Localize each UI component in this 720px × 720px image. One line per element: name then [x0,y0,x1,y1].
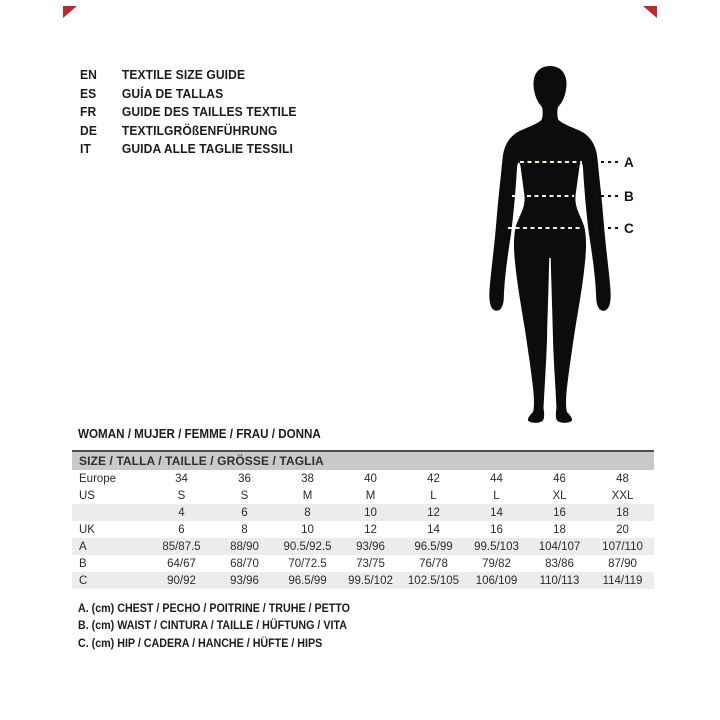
row-label: UK [79,523,95,536]
language-code: IT [80,141,91,156]
language-guide-list [80,66,297,159]
size-value-cell: 36 [238,472,251,485]
size-value-cell: L [493,489,500,502]
category-title: WOMAN / MUJER / FEMME / FRAU / DONNA [78,427,321,441]
size-value-cell: 42 [427,472,440,485]
measurement-legend [78,601,350,653]
language-code: ES [80,85,97,101]
size-value-cell: XXL [611,489,634,502]
row-label: B [79,557,87,570]
size-value-cell: 6 [178,523,185,536]
size-value-cell: 93/96 [213,572,276,589]
size-value-cell: S [240,489,249,502]
language-code: EN [80,67,97,82]
size-value-cell: 102.5/105 [402,572,465,589]
size-value-cell: 106/109 [465,572,528,589]
size-table-row [72,487,654,504]
size-table [72,450,654,589]
language-label: TEXTILGRÖßENFÜHRUNG [121,122,278,138]
size-value-cell: 70/72.5 [288,557,327,570]
size-value-cell: 20 [616,523,629,536]
size-value-cell: XL [552,489,567,502]
size-value-cell: 6 [213,504,276,521]
size-value-cell: M [365,489,376,502]
size-value-cell: 114/119 [591,572,654,589]
size-table-row [72,538,654,555]
language-label: GUIDE DES TAILLES TEXTILE [121,104,297,119]
size-value-cell: 104/107 [528,538,591,555]
size-table-header: SIZE / TALLA / TAILLE / GRÖSSE / TAGLIA [72,451,654,470]
language-label: GUÍA DE TALLAS [121,85,224,101]
size-value-cell: 93/96 [339,538,402,555]
measure-label-a: A [624,155,634,170]
size-value-cell: 38 [301,472,314,485]
size-value-cell: 87/90 [608,557,637,570]
size-value-cell: 16 [528,504,591,521]
row-label: US [79,489,95,502]
size-table-row [72,504,654,521]
row-label: A [72,538,150,555]
language-label: TEXTILE SIZE GUIDE [121,67,246,82]
size-value-cell: 16 [490,523,503,536]
size-value-cell: 90/92 [150,572,213,589]
size-value-cell: L [430,489,437,502]
size-value-cell: 99.5/102 [339,572,402,589]
size-value-cell: 64/67 [167,557,196,570]
size-value-cell: 99.5/103 [465,538,528,555]
size-table-header-row [72,451,654,470]
legend-line: C. (cm) HIP / CADERA / HANCHE / HÜFTE / HIPS [78,637,323,650]
size-value-cell: 14 [465,504,528,521]
language-row-it [80,140,297,159]
size-value-cell: 8 [241,523,248,536]
red-corner-mark-right-icon [643,6,657,18]
size-value-cell: 83/86 [545,557,574,570]
size-value-cell: 8 [276,504,339,521]
size-value-cell: 73/75 [356,557,385,570]
size-value-cell: 90.5/92.5 [276,538,339,555]
size-table-row [72,470,654,487]
legend-line: A. (cm) CHEST / PECHO / POITRINE / TRUHE / PETTO [78,603,350,615]
language-row-es [80,85,297,104]
size-value-cell: 79/82 [482,557,511,570]
size-value-cell: 76/78 [419,557,448,570]
size-table-row [72,555,654,572]
language-label: GUIDA ALLE TAGLIE TESSILI [121,141,293,156]
size-value-cell: 48 [616,472,629,485]
row-label [72,504,150,521]
woman-silhouette-figure [470,58,635,430]
row-label: Europe [79,472,117,485]
size-value-cell: 96.5/99 [402,538,465,555]
size-value-cell: 96.5/99 [276,572,339,589]
woman-silhouette [489,66,610,423]
size-value-cell: 18 [553,523,566,536]
row-label: C [72,572,150,589]
size-value-cell: 88/90 [213,538,276,555]
language-row-en [80,66,297,85]
size-value-cell: 4 [150,504,213,521]
size-value-cell: 110/113 [528,572,591,589]
size-value-cell: 12 [364,523,377,536]
size-value-cell: 18 [591,504,654,521]
legend-line: B. (cm) WAIST / CINTURA / TAILLE / HÜFTUNG / VITA [78,620,347,633]
size-value-cell: 44 [490,472,503,485]
language-row-de [80,122,297,141]
size-value-cell: 10 [301,523,314,536]
measure-label-b: B [624,189,634,204]
measure-label-c: C [624,221,634,236]
size-value-cell: 40 [364,472,377,485]
size-value-cell: S [177,489,186,502]
size-value-cell: 14 [427,523,440,536]
size-value-cell: M [302,489,313,502]
size-value-cell: 12 [402,504,465,521]
size-value-cell: 85/87.5 [150,538,213,555]
size-table-row [72,521,654,538]
language-code: FR [80,104,97,119]
size-value-cell: 34 [175,472,188,485]
size-table-row [72,572,654,589]
size-value-cell: 46 [553,472,566,485]
red-corner-mark-left-icon [63,6,77,18]
language-row-fr [80,103,297,122]
language-code: DE [80,122,97,138]
size-value-cell: 68/70 [230,557,259,570]
size-value-cell: 10 [339,504,402,521]
size-value-cell: 107/110 [591,538,654,555]
